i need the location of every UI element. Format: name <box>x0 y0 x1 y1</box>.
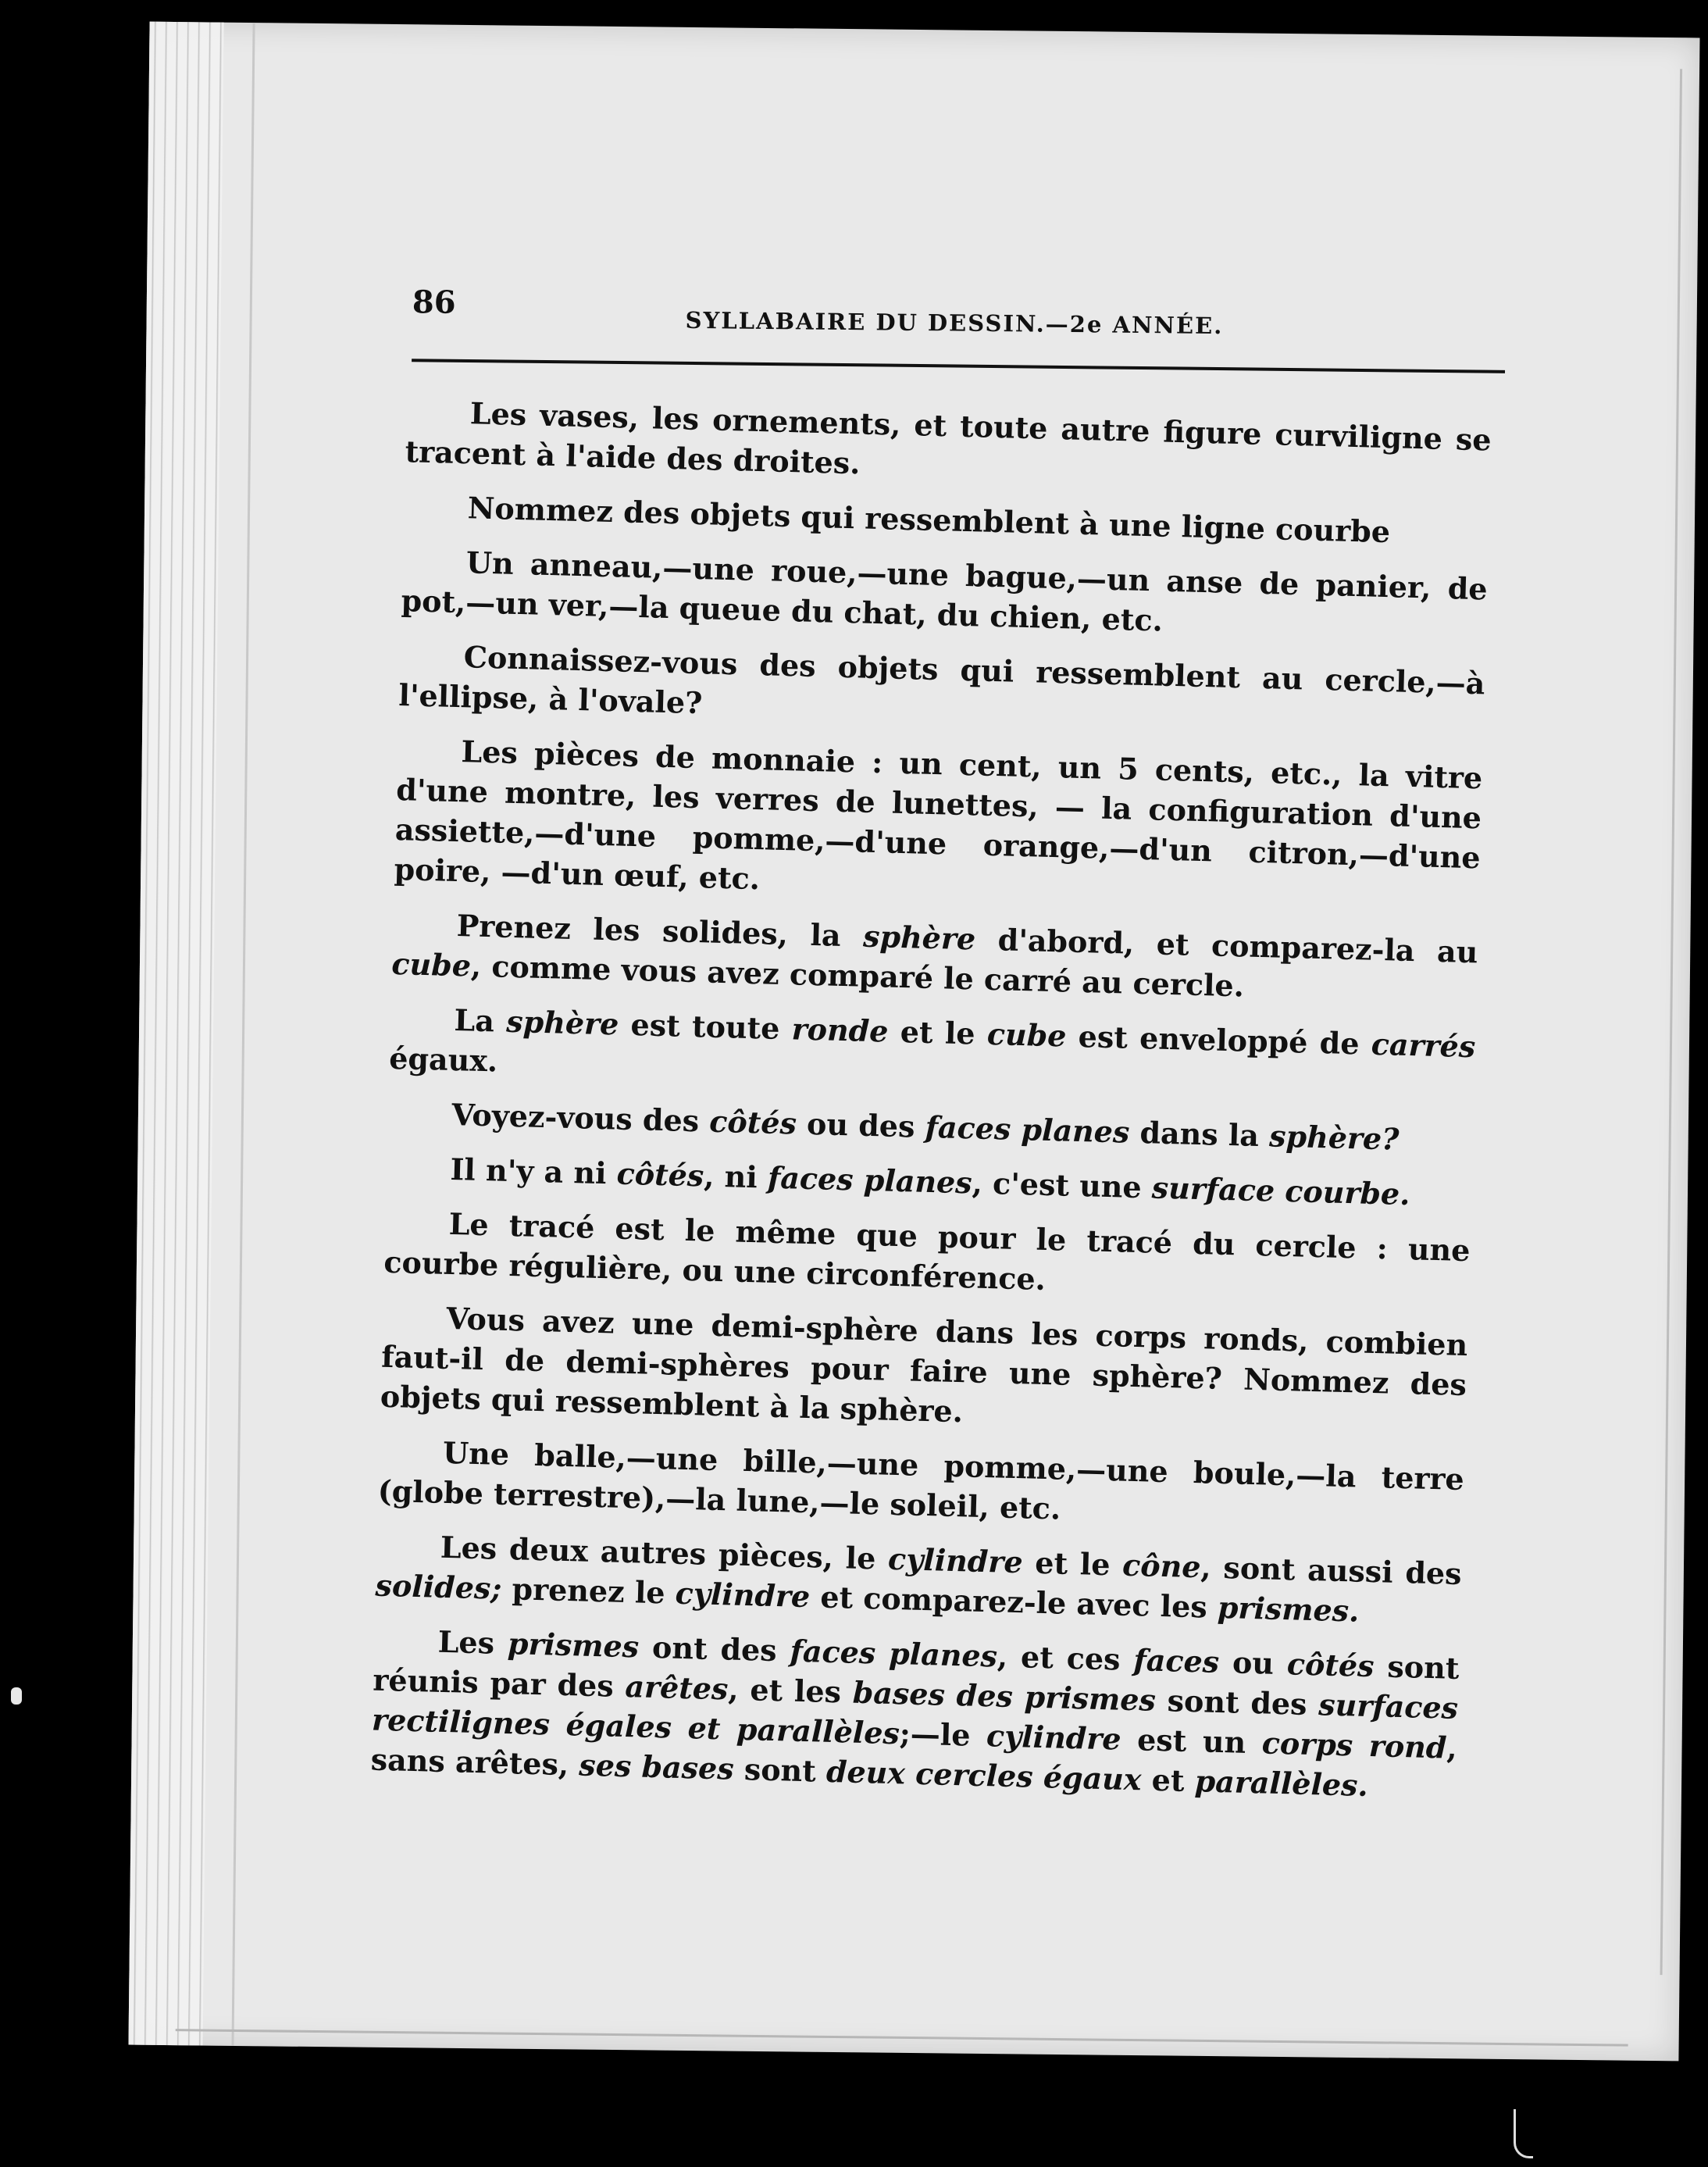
paragraph <box>398 635 1485 743</box>
text-run: sont <box>733 1751 827 1789</box>
text-run: Un anneau,—une roue,—une bague,—un anse de panier, de pot,—un ver,—la queue du chat, du chien, etc. <box>401 544 1489 638</box>
text-run: d'abord, et comparez-la au <box>975 921 1478 970</box>
text-run: sont des <box>1155 1682 1319 1723</box>
page-header <box>412 243 1693 348</box>
italic-run: prismes <box>507 1626 640 1665</box>
italic-run: faces planes <box>790 1633 998 1674</box>
paragraph <box>377 1431 1464 1539</box>
text-run: et le <box>1022 1544 1123 1583</box>
page-stack-edge <box>128 22 223 2046</box>
italic-run: arêtes <box>624 1669 729 1707</box>
text-run: est toute <box>618 1006 793 1047</box>
page-bottom-border <box>176 2029 1628 2046</box>
paragraph <box>383 1202 1471 1310</box>
text-run: et le <box>887 1013 988 1051</box>
text-run: Les vases, les ornements, et toute autre figure curviligne se tracent à l'aide des droites. <box>405 395 1492 481</box>
text-run: Voyez-vous des <box>451 1096 710 1139</box>
text-run: ou des <box>796 1105 926 1144</box>
paragraph <box>386 1148 1472 1216</box>
paragraph <box>391 904 1478 1012</box>
italic-run: carrés <box>1371 1026 1476 1065</box>
italic-run: surface courbe. <box>1151 1169 1410 1212</box>
italic-run: faces planes <box>767 1159 973 1201</box>
text-run: et comparez-le avec les <box>809 1579 1218 1625</box>
paragraph <box>394 730 1483 917</box>
paragraph <box>405 391 1492 499</box>
paragraph <box>387 1093 1474 1161</box>
paragraph <box>380 1297 1468 1444</box>
page-gutter-line <box>231 23 255 2046</box>
italic-run: deux cercles égaux <box>825 1753 1143 1798</box>
italic-run: côtés <box>1286 1646 1375 1684</box>
italic-run: faces <box>1132 1642 1220 1680</box>
text-run: Vous avez une demi-sphère dans les corps ronds, combien faut-il de demi-sphères pour faire une sphère? Nommez des objets qui ressemblent à la sphère. <box>380 1300 1468 1430</box>
paragraph <box>403 486 1489 554</box>
italic-run: cylindre <box>986 1718 1122 1757</box>
italic-run: cube <box>986 1016 1067 1054</box>
italic-run: sphère <box>862 918 976 957</box>
text-run: est enveloppé de <box>1065 1018 1372 1062</box>
text-run: , ni <box>703 1158 768 1195</box>
text-run: Les deux autres pièces, le <box>440 1529 889 1576</box>
text-run: , comme vous avez comparé le carré au cercle. <box>470 948 1245 1004</box>
italic-run: cylindre <box>887 1540 1024 1580</box>
italic-run: prismes. <box>1217 1589 1360 1629</box>
text-run: , c'est une <box>972 1165 1153 1205</box>
italic-run: surfaces rectilignes égales et parallèles <box>371 1687 1459 1751</box>
text-run: , sans arêtes, <box>370 1730 1458 1783</box>
page-number: 86 <box>412 284 456 321</box>
italic-run: sphère? <box>1268 1118 1400 1157</box>
text-run: Nommez des objets qui ressemblent à une ligne courbe <box>467 490 1391 550</box>
scan-speck <box>11 1687 22 1705</box>
italic-run: ses bases <box>578 1747 735 1787</box>
text-run: est un <box>1120 1721 1263 1761</box>
italic-run: bases des prismes <box>852 1674 1157 1718</box>
scan-artifact <box>1514 2109 1533 2158</box>
running-head: SYLLABAIRE DU DESSIN.—2e ANNÉE. <box>685 306 1224 340</box>
italic-run: faces planes <box>925 1108 1130 1150</box>
text-run: et <box>1140 1762 1196 1799</box>
book-page <box>128 22 1699 2062</box>
italic-run: cube <box>390 945 472 984</box>
italic-run: ronde <box>791 1011 890 1049</box>
text-run: dans la <box>1129 1114 1270 1154</box>
paragraph <box>375 1526 1462 1633</box>
text-run: Les <box>437 1623 508 1662</box>
text-run: ou <box>1218 1644 1288 1682</box>
italic-run: corps rond <box>1261 1725 1448 1765</box>
header-rule <box>412 359 1505 373</box>
text-run: , sont aussi des <box>1200 1549 1463 1592</box>
text-run: Le tracé est le même que pour le tracé du cercle : une courbe régulière, ou une circonférence. <box>383 1205 1471 1297</box>
text-run: égaux. <box>388 1040 498 1079</box>
body-text <box>370 391 1492 1822</box>
text-run: ;—le <box>899 1715 987 1754</box>
text-run: ont des <box>638 1629 791 1669</box>
page-content <box>370 243 1693 1803</box>
text-run: Connaissez-vous des objets qui ressemblent au cercle,—à l'ellipse, à l'ovale? <box>398 639 1485 721</box>
text-run: Les pièces de monnaie : un cent, un 5 cents, etc., la vitre d'une montre, les verres de lunettes, — la configuration d'une assiette,—d'une pomme,—d'une orange,—d'un citron,—d'une poire, —d'un œuf, etc. <box>394 734 1483 897</box>
italic-run: cylindre <box>675 1575 811 1615</box>
paragraph <box>370 1620 1460 1808</box>
text-run: La <box>454 1002 507 1039</box>
paragraph <box>389 998 1476 1106</box>
text-run: , et les <box>727 1671 854 1710</box>
italic-run: côtés <box>708 1103 797 1141</box>
page-right-border <box>1660 69 1683 1975</box>
italic-run: côtés <box>616 1155 704 1194</box>
italic-run: parallèles. <box>1194 1763 1369 1803</box>
paragraph <box>401 541 1488 648</box>
italic-run: solides; <box>375 1567 502 1606</box>
italic-run: cône <box>1121 1547 1202 1585</box>
text-run: Prenez les solides, la <box>456 908 864 954</box>
text-run: Il n'y a ni <box>450 1151 618 1191</box>
text-run: prenez le <box>501 1570 676 1611</box>
text-run: , et ces <box>997 1638 1135 1678</box>
italic-run: sphère <box>505 1003 619 1042</box>
text-run: sont réunis par des <box>372 1648 1460 1705</box>
text-run: Une balle,—une bille,—une pomme,—une boule,—la terre (globe terrestre),—la lune,—le soleil, etc. <box>377 1434 1465 1526</box>
